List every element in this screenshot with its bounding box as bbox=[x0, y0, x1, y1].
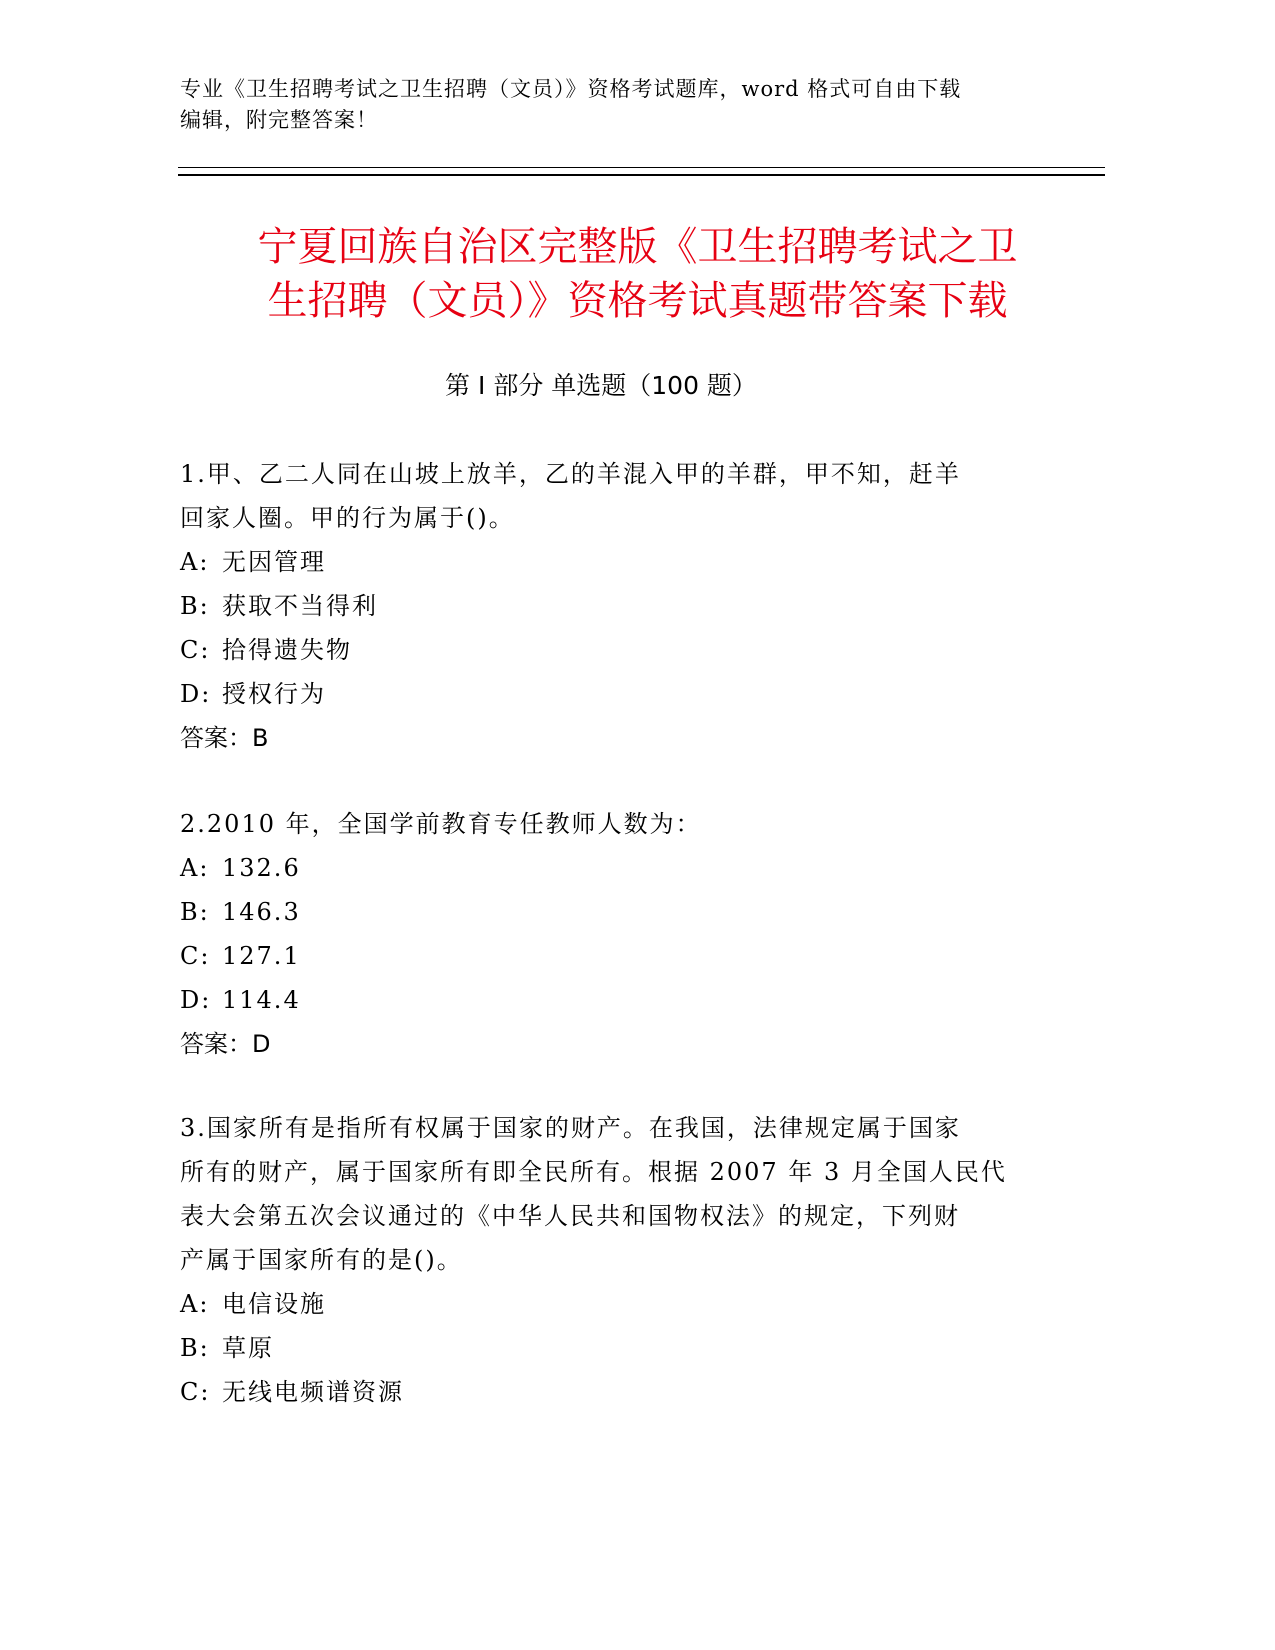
option-text: 授权行为 bbox=[222, 680, 326, 708]
option-text: 草原 bbox=[222, 1334, 274, 1362]
header-divider-thick bbox=[178, 174, 1105, 176]
option-key: A: bbox=[180, 854, 210, 882]
question-1 bbox=[180, 452, 1040, 760]
document-title bbox=[140, 220, 1135, 328]
option-text: 无因管理 bbox=[222, 548, 326, 576]
option-key: C: bbox=[180, 942, 211, 970]
option-key: C: bbox=[180, 1378, 211, 1406]
option-key: A: bbox=[180, 1290, 210, 1318]
option-text: 拾得遗失物 bbox=[222, 636, 352, 664]
document-title-line-2: 生招聘（文员）》资格考试真题带答案下载 bbox=[267, 278, 1008, 324]
question-3-text bbox=[180, 1106, 1040, 1282]
option-text: 132.6 bbox=[222, 854, 301, 882]
header-note-line-1: 专业《卫生招聘考试之卫生招聘（文员）》资格考试题库，word 格式可自由下载 bbox=[180, 77, 962, 101]
header-note bbox=[180, 74, 1040, 136]
question-text-line: 2.2010 年，全国学前教育专任教师人数为： bbox=[180, 810, 702, 838]
option-text: 127.1 bbox=[222, 942, 301, 970]
question-1-answer: 答案：B bbox=[180, 724, 269, 752]
question-text-line: 回家人圈。甲的行为属于()。 bbox=[180, 504, 515, 532]
question-2-option-b bbox=[180, 890, 1040, 934]
option-text: 获取不当得利 bbox=[222, 592, 378, 620]
question-text-line: 表大会第五次会议通过的《中华人民共和国物权法》的规定，下列财 bbox=[180, 1202, 960, 1230]
question-1-option-d bbox=[180, 672, 1040, 716]
question-3-option-c bbox=[180, 1370, 1040, 1414]
question-3 bbox=[180, 1106, 1040, 1414]
question-2-text bbox=[180, 802, 1040, 846]
option-key: B: bbox=[180, 898, 210, 926]
option-text: 电信设施 bbox=[222, 1290, 326, 1318]
question-3-option-b bbox=[180, 1326, 1040, 1370]
document-title-line-1: 宁夏回族自治区完整版《卫生招聘考试之卫 bbox=[257, 224, 1018, 270]
option-key: D: bbox=[180, 680, 212, 708]
section-title: 第 I 部分 单选题（100 题） bbox=[445, 371, 757, 400]
option-key: A: bbox=[180, 548, 210, 576]
question-text-line: 所有的财产，属于国家所有即全民所有。根据 2007 年 3 月全国人民代 bbox=[180, 1158, 1007, 1186]
question-text-line: 产属于国家所有的是()。 bbox=[180, 1246, 463, 1274]
question-1-option-a bbox=[180, 540, 1040, 584]
header-note-line-2: 编辑，附完整答案！ bbox=[180, 108, 378, 132]
question-1-option-c bbox=[180, 628, 1040, 672]
option-key: C: bbox=[180, 636, 211, 664]
option-text: 146.3 bbox=[222, 898, 301, 926]
option-text: 无线电频谱资源 bbox=[222, 1378, 404, 1406]
question-2-answer: 答案：D bbox=[180, 1030, 271, 1058]
question-text-line: 1.甲、乙二人同在山坡上放羊，乙的羊混入甲的羊群，甲不知，赶羊 bbox=[180, 460, 961, 488]
option-key: D: bbox=[180, 986, 212, 1014]
option-key: B: bbox=[180, 592, 210, 620]
option-key: B: bbox=[180, 1334, 210, 1362]
question-2-option-a bbox=[180, 846, 1040, 890]
question-1-text bbox=[180, 452, 1040, 540]
question-text-line: 3.国家所有是指所有权属于国家的财产。在我国，法律规定属于国家 bbox=[180, 1114, 961, 1142]
question-2-option-c bbox=[180, 934, 1040, 978]
question-1-option-b bbox=[180, 584, 1040, 628]
header-divider-thin bbox=[178, 167, 1105, 168]
question-2-option-d bbox=[180, 978, 1040, 1022]
option-text: 114.4 bbox=[222, 986, 301, 1014]
question-3-option-a bbox=[180, 1282, 1040, 1326]
question-2 bbox=[180, 802, 1040, 1066]
